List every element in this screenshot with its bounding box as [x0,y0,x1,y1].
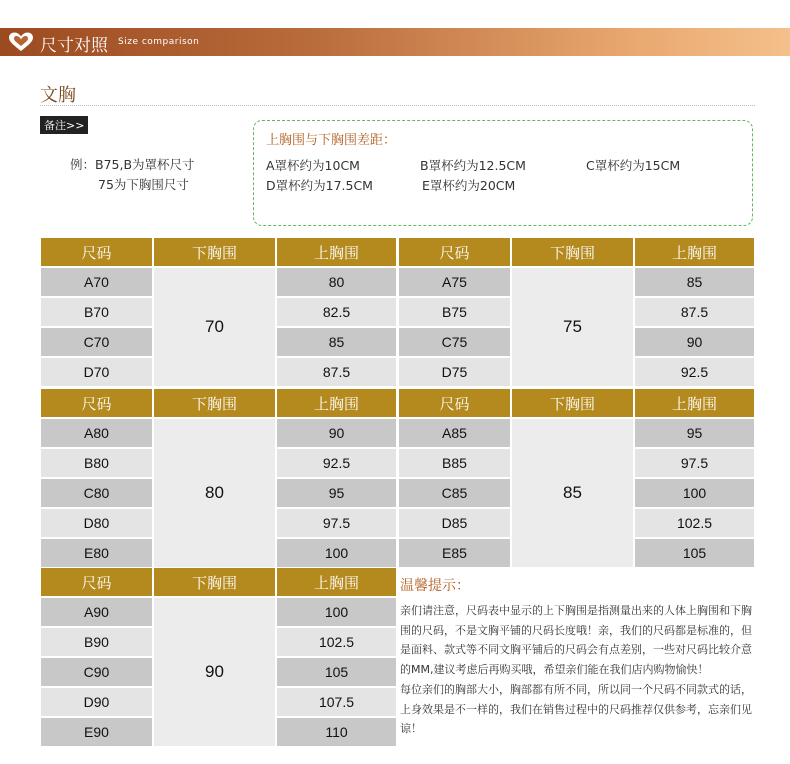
under-bust-cell: 75 [512,268,633,386]
header-under-bust: 下胸围 [154,568,275,596]
size-cell: B75 [399,298,510,326]
size-cell: C70 [41,328,152,356]
tips-paragraph-1: 亲们请注意，尺码表中显示的上下胸围是指测量出来的人体上胸围和下胸围的尺码，不是文胸平铺的尺码长度哦！亲，我们的尺码都是标准的，但是面料、款式等不同文胸平铺后的尺码会有点差别，一些对尺码比较介意的MM,建议考虑后再购买哦，希望亲们能在我们店内购物愉快！ [400,604,752,677]
note-tag: 备注>> [40,116,88,134]
size-cell: A90 [41,598,152,626]
header-size: 尺码 [399,389,510,417]
size-cell: B85 [399,449,510,477]
header-over-bust: 上胸围 [635,389,754,417]
under-bust-cell: 80 [154,419,275,567]
over-bust-cell: 105 [277,658,396,686]
size-cell: E90 [41,718,152,746]
over-bust-cell: 82.5 [277,298,396,326]
size-cell: C75 [399,328,510,356]
size-cell: A70 [41,268,152,296]
section-title: 文胸 [40,85,76,106]
size-cell: B70 [41,298,152,326]
header-size: 尺码 [41,238,152,266]
size-example [70,155,195,195]
tips-body [400,601,758,739]
over-bust-cell: 110 [277,718,396,746]
cup-diff-d: D罩杯约为17.5CM [266,178,373,193]
heart-icon [8,32,34,52]
over-bust-cell: 80 [277,268,396,296]
size-cell: B80 [41,449,152,477]
example-line-1: 例：B75,B为罩杯尺寸 [70,157,195,172]
size-cell: E80 [41,539,152,567]
under-bust-cell: 90 [154,598,275,746]
tips-title: 温馨提示： [400,578,470,594]
over-bust-cell: 107.5 [277,688,396,716]
under-bust-cell: 85 [512,419,633,567]
header-over-bust: 上胸围 [277,389,396,417]
header-under-bust: 下胸围 [512,238,633,266]
over-bust-cell: 95 [277,479,396,507]
over-bust-cell: 105 [635,539,754,567]
over-bust-cell: 87.5 [277,358,396,386]
banner-subtitle: Size comparison [118,37,200,47]
over-bust-cell: 100 [635,479,754,507]
cup-diff-a: A罩杯约为10CM [266,158,360,173]
over-bust-cell: 97.5 [277,509,396,537]
over-bust-cell: 95 [635,419,754,447]
header-size: 尺码 [41,568,152,596]
banner-title: 尺寸对照 [40,36,108,56]
size-cell: D85 [399,509,510,537]
header-under-bust: 下胸围 [154,238,275,266]
size-cell: D80 [41,509,152,537]
header-size: 尺码 [399,238,510,266]
header-under-bust: 下胸围 [154,389,275,417]
cup-diff-c: C罩杯约为15CM [586,158,681,173]
over-bust-cell: 90 [635,328,754,356]
size-cell: B90 [41,628,152,656]
cup-diff-e: E罩杯约为20CM [422,178,516,193]
over-bust-cell: 92.5 [635,358,754,386]
size-cell: C85 [399,479,510,507]
size-cell: A80 [41,419,152,447]
over-bust-cell: 97.5 [635,449,754,477]
over-bust-cell: 102.5 [635,509,754,537]
tips-paragraph-2: 每位亲们的胸部大小，胸部都有所不同，所以同一个尺码不同款式的话，上身效果是不一样的，我们在销售过程中的尺码推荐仅供参考，忘亲们见谅！ [400,682,752,736]
header-over-bust: 上胸围 [635,238,754,266]
header-under-bust: 下胸围 [512,389,633,417]
size-cell: C80 [41,479,152,507]
under-bust-cell: 70 [154,268,275,386]
header-over-bust: 上胸围 [277,238,396,266]
over-bust-cell: 90 [277,419,396,447]
cup-difference-box [253,120,753,226]
over-bust-cell: 92.5 [277,449,396,477]
cup-diff-b: B罩杯约为12.5CM [420,158,526,173]
header-over-bust: 上胸围 [277,568,396,596]
example-line-2: 75为下胸围尺寸 [98,177,189,192]
size-cell: A85 [399,419,510,447]
over-bust-cell: 87.5 [635,298,754,326]
cup-difference-title: 上胸围与下胸围差距： [266,133,397,148]
size-cell: C90 [41,658,152,686]
size-cell: D90 [41,688,152,716]
header-size: 尺码 [41,389,152,417]
over-bust-cell: 100 [277,598,396,626]
over-bust-cell: 85 [277,328,396,356]
dotted-divider [40,105,755,106]
size-cell: D75 [399,358,510,386]
over-bust-cell: 102.5 [277,628,396,656]
size-cell: D70 [41,358,152,386]
over-bust-cell: 100 [277,539,396,567]
size-cell: E85 [399,539,510,567]
size-cell: A75 [399,268,510,296]
over-bust-cell: 85 [635,268,754,296]
size-comparison-banner [0,28,790,56]
